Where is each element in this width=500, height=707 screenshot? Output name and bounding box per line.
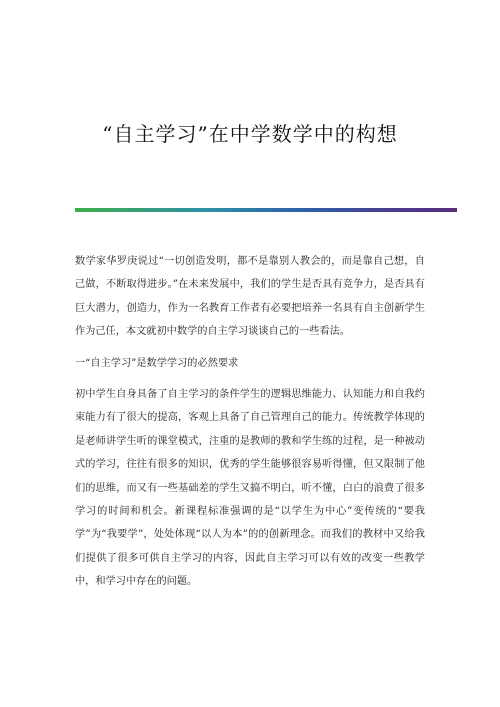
intro-paragraph: 数学家华罗庚说过“一切创造发明，都不是靠别人教会的，而是靠自己想，自己做，不断取得进步。”在未来发展中，我们的学生是否具有竞争力，是否具有巨大潜力，创造力，作为一名教育工作者有必要把培养一名具有自主创新学生作为己任，本文就初中数学的自主学习谈谈自己的一些看法。 bbox=[75, 256, 425, 338]
document-title: “自主学习”在中学数学中的构想 bbox=[102, 122, 398, 146]
title-divider bbox=[75, 208, 457, 212]
section-heading: 一“自主学习”是数学学习的必然要求 bbox=[75, 357, 239, 369]
document-body bbox=[75, 250, 425, 594]
section-paragraph: 初中学生自身具备了自主学习的条件学生的逻辑思维能力、认知能力和自我约束能力有了很大的提高，客观上具备了自己管理自己的能力。传统教学体现的是老师讲学生听的课堂模式，注重的是教师的教和学生练的过程，是一种被动式的学习，往往有很多的知识，优秀的学生能够很容易听得懂，但又限制了他们的思维，而又有一些基础差的学生又搞不明白，听不懂，白白的浪费了很多学习的时间和机会。新课程标准强调的是“以学生为中心”变传统的“要我学”为“我要学”，处处体现“以人为本”的的创新理念。而我们的教材中又给我们提供了很多可供自主学习的内容，因此自主学习可以有效的改变一些教学中，和学习中存在的问题。 bbox=[75, 389, 425, 588]
